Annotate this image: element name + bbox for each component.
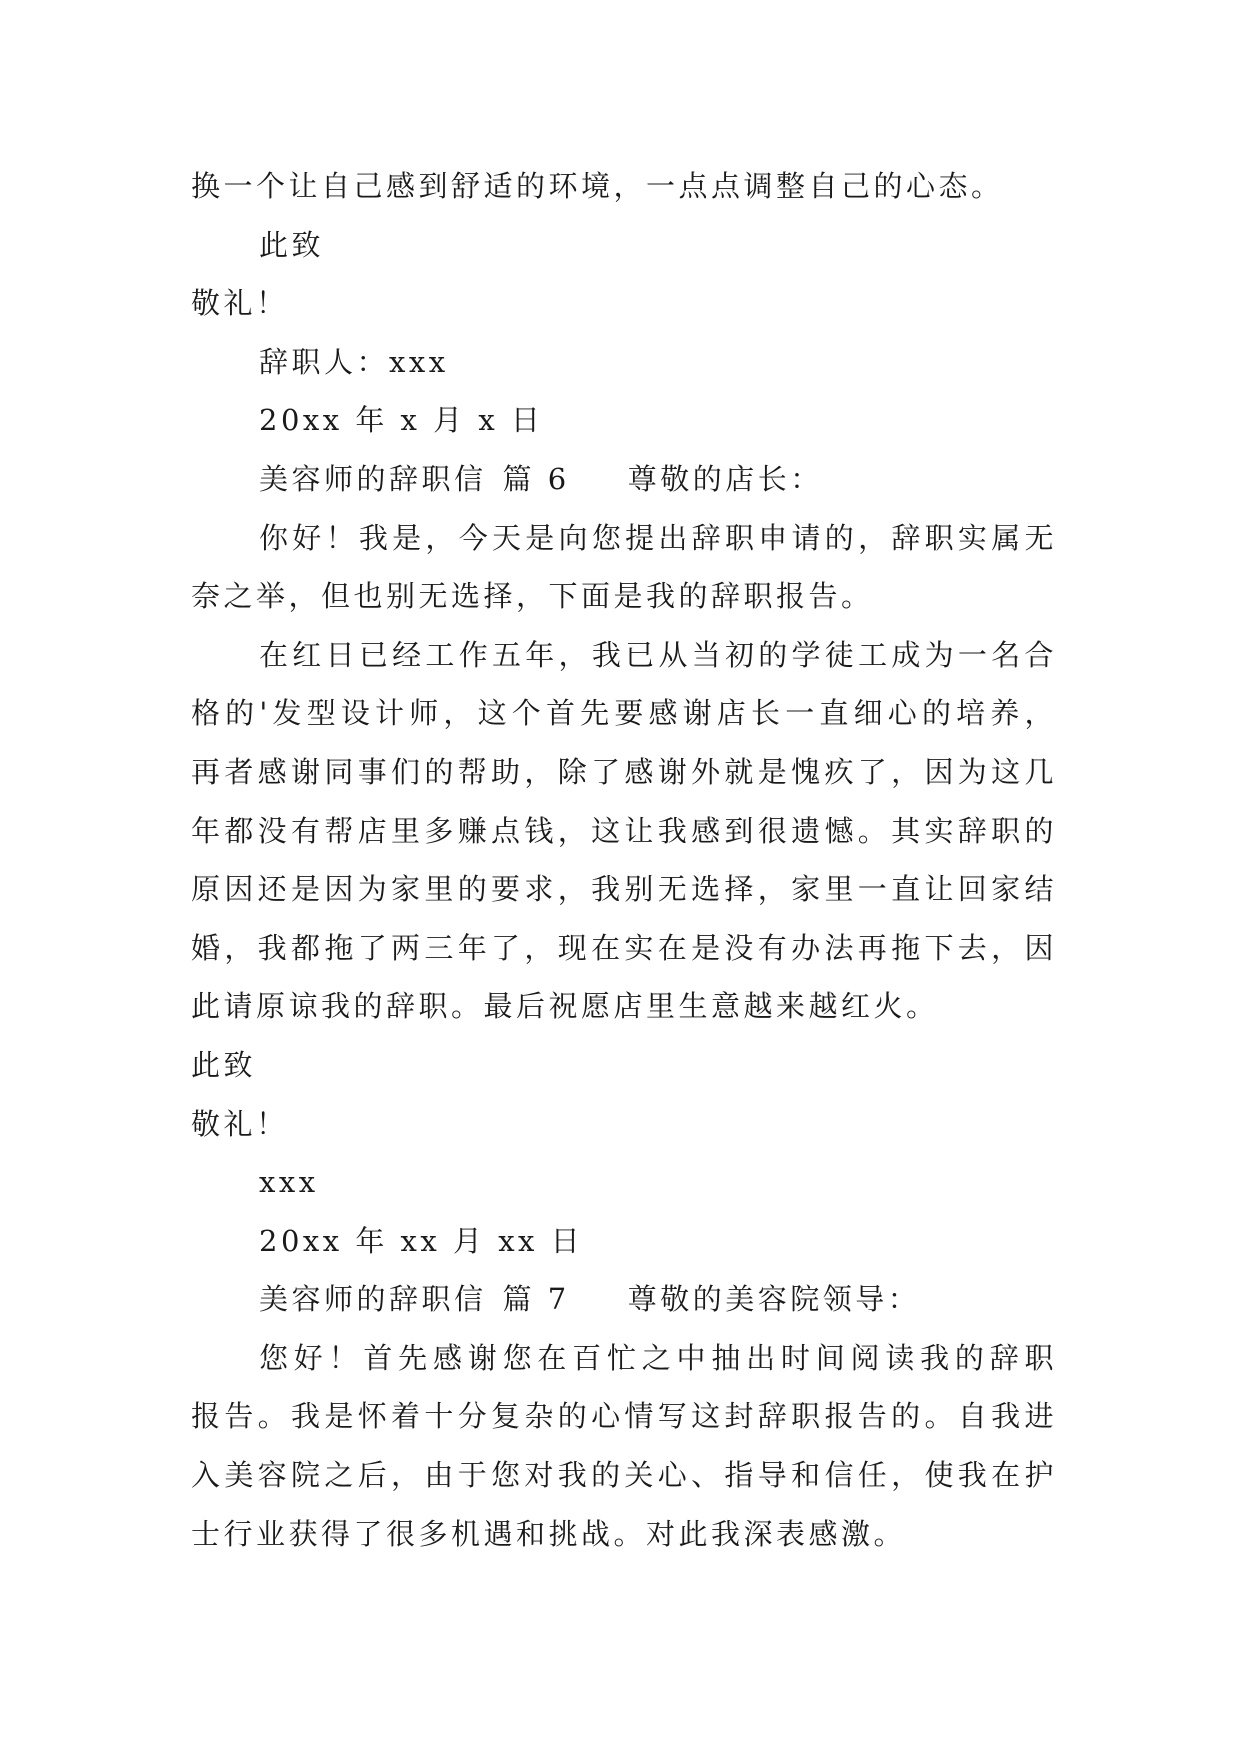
letter-number: 篇 7	[502, 1282, 570, 1317]
letter-title: 美容师的辞职信	[259, 1282, 487, 1317]
signature-date: 20xx 年 x 月 x 日	[259, 403, 544, 438]
letter-heading	[191, 1270, 1057, 1329]
letter-heading	[191, 450, 1057, 509]
signature-date: 20xx 年 xx 月 xx 日	[259, 1223, 584, 1258]
paragraph-line: 此请原谅我的辞职。最后祝愿店里生意越来越红火。	[191, 989, 939, 1024]
closing-salutation: 此致	[259, 227, 325, 262]
closing-regards: 敬礼！	[191, 286, 289, 321]
paragraph-line: 您好！首先感谢您在百忙之中抽出时间阅读我的辞职	[259, 1340, 1057, 1375]
paragraph-line: 再者感谢同事们的帮助，除了感谢外就是愧疚了，因为这几	[191, 754, 1057, 789]
paragraph-line: 原因还是因为家里的要求，我别无选择，家里一直让回家结	[191, 872, 1057, 907]
paragraph-line: 报告。我是怀着十分复杂的心情写这封辞职报告的。自我进	[191, 1399, 1057, 1434]
paragraph-line: 在红日已经工作五年，我已从当初的学徒工成为一名合	[259, 637, 1057, 672]
document-body	[191, 157, 1057, 1563]
paragraph-line: 格的'发型设计师，这个首先要感谢店长一直细心的培养，	[191, 696, 1057, 731]
paragraph-line: 士行业获得了很多机遇和挑战。对此我深表感激。	[191, 1516, 907, 1551]
paragraph-line: 年都没有帮店里多赚点钱，这让我感到很遗憾。其实辞职的	[191, 813, 1057, 848]
letter-title: 美容师的辞职信	[259, 461, 487, 496]
paragraph-line: 入美容院之后，由于您对我的关心、指导和信任，使我在护	[191, 1458, 1057, 1493]
letter-number: 篇 6	[502, 461, 570, 496]
closing-salutation: 此致	[191, 1047, 257, 1082]
paragraph-line: 换一个让自己感到舒适的环境，一点点调整自己的心态。	[191, 169, 1004, 203]
letter-addressee: 尊敬的美容院领导：	[627, 1282, 921, 1317]
signature: xxx	[259, 1165, 319, 1200]
letter-addressee: 尊敬的店长：	[627, 461, 823, 496]
paragraph-line: 奈之举，但也别无选择，下面是我的辞职报告。	[191, 579, 874, 614]
paragraph-line: 婚，我都拖了两三年了，现在实在是没有办法再拖下去，因	[191, 930, 1057, 965]
closing-regards: 敬礼！	[191, 1106, 289, 1141]
paragraph-line: 你好！我是，今天是向您提出辞职申请的，辞职实属无	[259, 520, 1057, 555]
signature: 辞职人：xxx	[259, 344, 449, 379]
